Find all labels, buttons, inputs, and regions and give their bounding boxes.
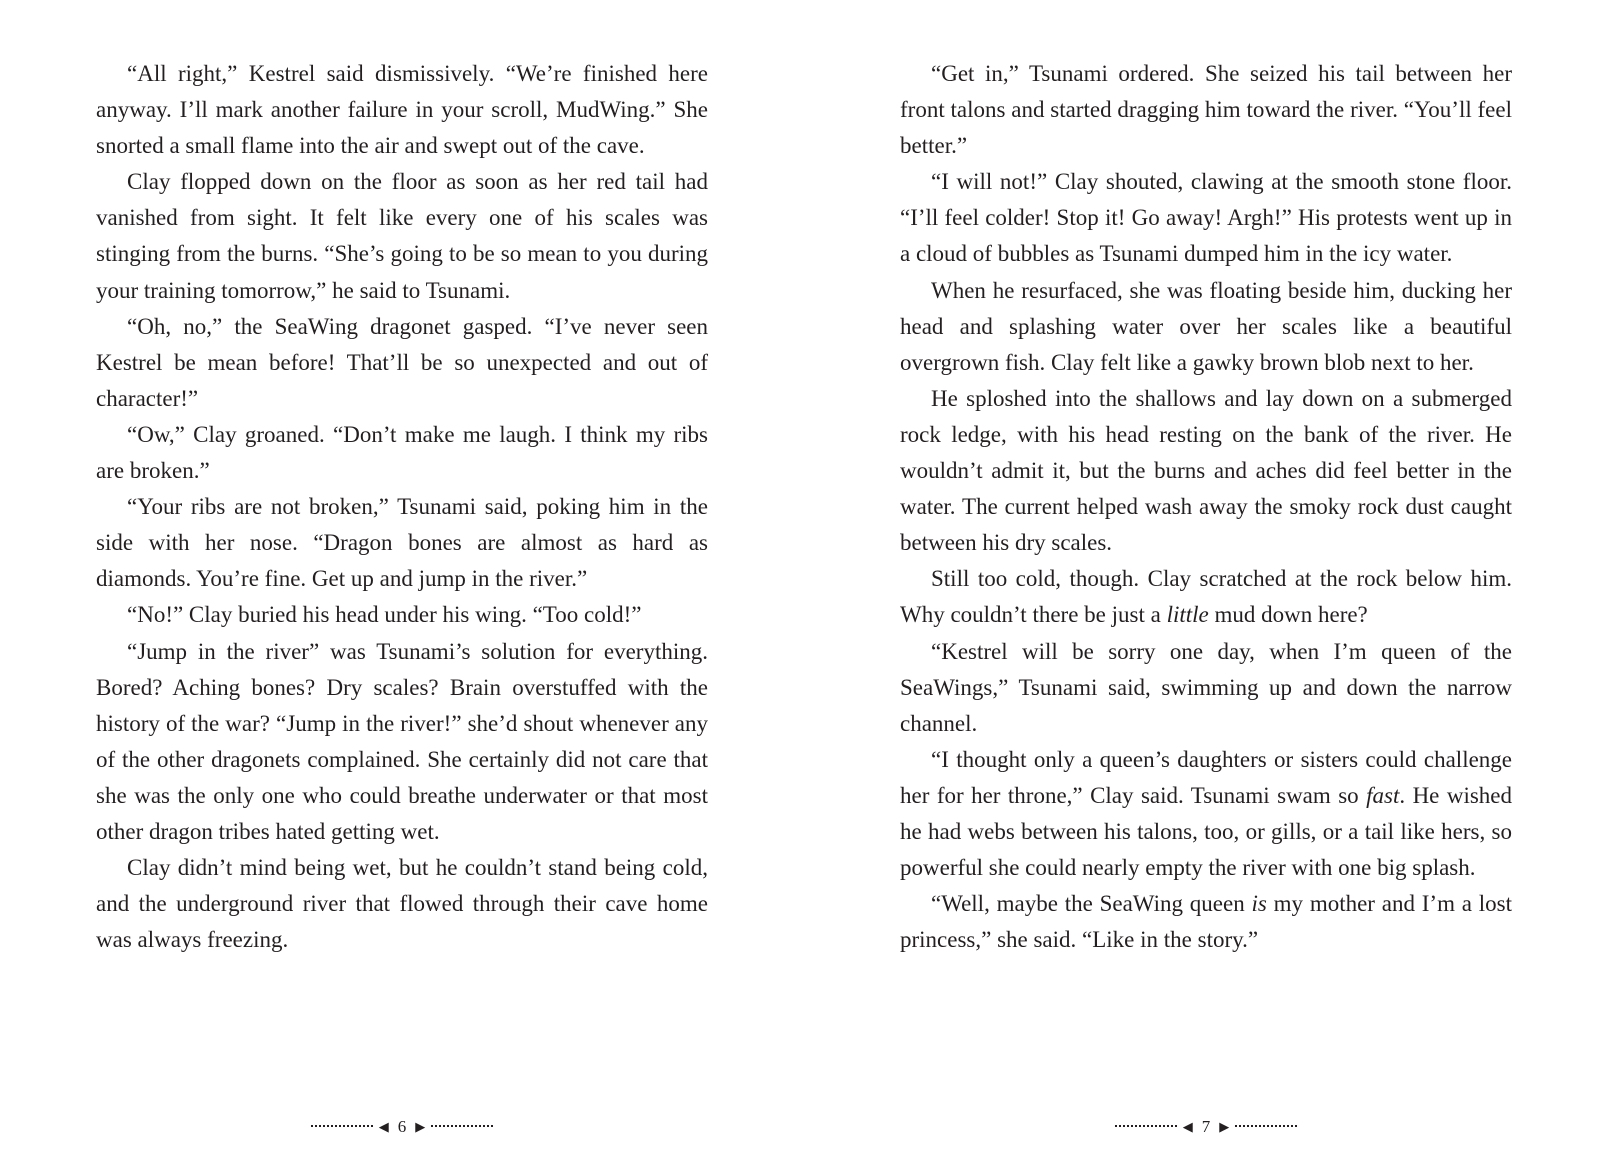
paragraph: “Ow,” Clay groaned. “Don’t make me laugh. I think my ribs are broken.”	[96, 421, 708, 484]
left-page	[96, 56, 708, 1136]
italic-emphasis: fast	[1366, 782, 1400, 808]
paragraph: He sploshed into the shallows and lay down on a submerged rock ledge, with his head resting on the bank of the river. He wouldn’t admit it, but the burns and aches did feel better in the water. The current helped wash away the smoky rock dust caught between his dry scales.	[900, 385, 1512, 556]
paragraph: “I will not!” Clay shouted, clawing at the smooth stone floor. “I’ll feel colder! Stop it! Go away! Argh!” His protests went up in a cloud of bubbles as Tsunami dumped him in the icy water.	[900, 169, 1512, 267]
page-number: 7	[1201, 1116, 1211, 1136]
paragraph: “Get in,” Tsunami ordered. She seized his tail between her front talons and started dragging him toward the river. “You’ll feel better.”	[900, 61, 1512, 159]
dotted-rule	[1115, 1125, 1177, 1127]
arrow-left-icon: ◀	[1182, 1118, 1193, 1134]
paragraph	[900, 561, 1512, 633]
paragraph: Clay flopped down on the floor as soon as her red tail had vanished from sight. It felt like every one of his scales was stinging from the burns. “She’s going to be so mean to you during your training tomorrow,” he said to Tsunami.	[96, 169, 708, 303]
right-page	[900, 56, 1513, 1136]
italic-emphasis: little	[1166, 602, 1209, 628]
paragraph: “Kestrel will be sorry one day, when I’m queen of the SeaWings,” Tsunami said, swimming up and down the narrow channel.	[900, 638, 1512, 736]
left-page-text	[96, 56, 708, 958]
paragraph: “No!” Clay buried his head under his wing. “Too cold!”	[127, 602, 642, 628]
arrow-right-icon: ▶	[1219, 1118, 1230, 1134]
text-run: Still too cold, though. Clay scratched at the rock below him. Why couldn’t there be just a	[900, 566, 1512, 628]
text-run: . He wished he had webs between his talons, too, or gills, or a tail like hers, so powerful she could nearly empty the river with one big splash.	[900, 782, 1513, 881]
arrow-right-icon: ▶	[415, 1118, 426, 1134]
text-run: “I thought only a queen’s daughters or sisters could challenge her for her throne,” Clay said. Tsunami swam so	[900, 746, 1512, 808]
dotted-rule	[431, 1125, 493, 1127]
paragraph: “Oh, no,” the SeaWing dragonet gasped. “I’ve never seen Kestrel be mean before! That’ll be so unexpected and out of character!”	[96, 313, 708, 411]
text-run: mud down here?	[1208, 602, 1368, 628]
text-run: my mother and I’m a lost princess,” she said. “Like in the story.”	[900, 891, 1512, 953]
page-footer	[900, 1114, 1512, 1138]
italic-emphasis: is	[1251, 891, 1267, 917]
right-page-text	[900, 56, 1512, 958]
arrow-left-icon: ◀	[378, 1118, 389, 1134]
paragraph	[900, 742, 1512, 886]
paragraph: “Your ribs are not broken,” Tsunami said, poking him in the side with her nose. “Dragon bones are almost as hard as diamonds. You’re fine. Get up and jump in the river.”	[96, 494, 708, 592]
paragraph	[900, 886, 1512, 958]
paragraph: “All right,” Kestrel said dismissively. “We’re finished here anyway. I’ll mark another failure in your scroll, MudWing.” She snorted a small flame into the air and swept out of the cave.	[96, 61, 708, 159]
paragraph: Clay didn’t mind being wet, but he couldn’t stand being cold, and the underground river that flowed through their cave home was always freezing.	[96, 855, 708, 953]
paragraph: When he resurfaced, she was floating beside him, ducking her head and splashing water over her scales like a beautiful overgrown fish. Clay felt like a gawky brown blob next to her.	[900, 277, 1512, 375]
dotted-rule	[1235, 1125, 1297, 1127]
page-footer	[96, 1114, 708, 1138]
page-number: 6	[397, 1116, 407, 1136]
dotted-rule	[311, 1125, 373, 1127]
paragraph: “Jump in the river” was Tsunami’s solution for everything. Bored? Aching bones? Dry scales? Brain overstuffed with the history of the war? “Jump in the river!” she’d shout whenever any of the other dragonets complained. She certainly did not care that she was the only one who could breathe underwater or that most other dragon tribes hated getting wet.	[96, 638, 708, 844]
text-run: “Well, maybe the SeaWing queen	[931, 891, 1252, 917]
